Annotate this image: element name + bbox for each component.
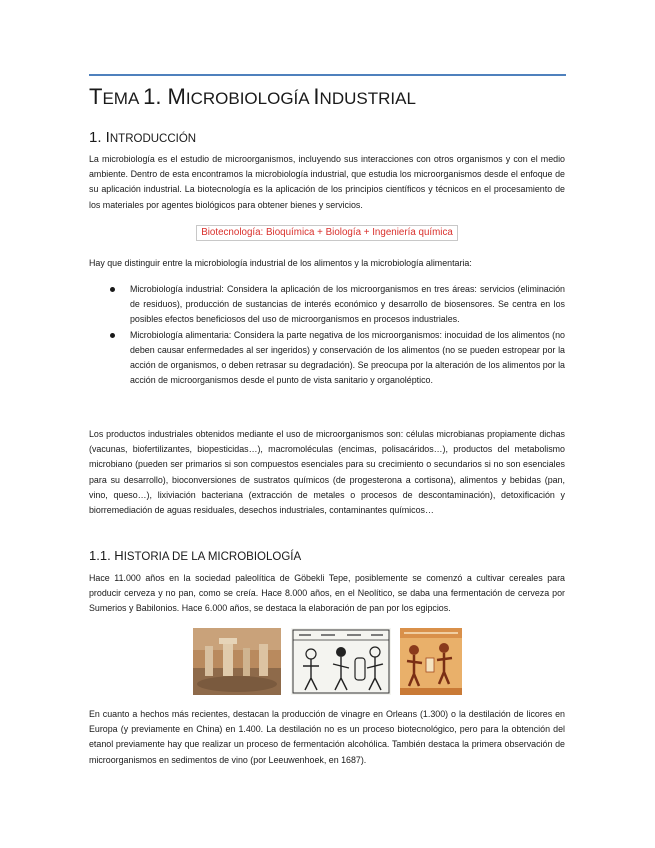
section-heading-introduccion: 1. INTRODUCCIÓN (89, 129, 197, 146)
intro-paragraph: La microbiología es el estudio de microorganismos, incluyendo sus interacciones con otros organismos y con el medio ambiente. Dentro de esta encontramos la microbiología industrial, que estudia los microorganismos desde el enfoque de su aplicación industrial. La biotecnología es la aplicación de los principios científicos y técnicos en el procesamiento de los materiales por agentes biológicos para obtener bienes y servicios. (89, 154, 565, 210)
biotech-formula: Biotecnología: Bioquímica + Biología + Ingeniería química (196, 225, 458, 241)
egyptian-painting (400, 628, 462, 695)
bullet-icon (110, 333, 115, 338)
bullet-text: Microbiología industrial: Considera la aplicación de los microorganismos en tres áreas: servicios (eliminación de residuos), producción de sustancias de interés económico y desarrollo de biosensores. Se centra en los posibles efectos beneficiosos del uso de microorganismos en procesos industriales. (130, 284, 565, 325)
bullet-icon (110, 287, 115, 292)
list-item (110, 282, 565, 328)
products-paragraph: Los productos industriales obtenidos mediante el uso de microorganismos son: células microbianas propiamente dichas (vacunas, biofertilizantes, biopesticidas…), macromoléculas (encimas, polisacáridos…), productos del metabolismo microbiano (pueden ser primarios si son compuestos esenciales para su crecimiento o secundarios si no son esenciales para su desarrollo), bioconversiones de sustratos químicos (de progesterona a cortisona), alimentos y bebidas (pan, vino, queso…), lixiviación bacteriana (extracción de metales o procesos de descontaminación), detoxificación y biorremediación de aguas residuales, desechos industriales, contaminantes químicos… (89, 429, 565, 516)
bullet-list (110, 282, 565, 388)
history-paragraph: Hace 11.000 años en la sociedad paleolítica de Göbekli Tepe, posiblemente se comenzó a cultivar cereales para producir cerveza y no pan, como se creía. Hace 8.000 años, en el Neolítico, se daba una fermentación de cerveza por Sumerios y Babilonios. Hace 6.000 años, se destaca la elaboración de pan por los egipcios. (89, 573, 565, 614)
page-title: TEMA 1. MICROBIOLOGÍA INDUSTRIAL (89, 84, 416, 109)
distinction-paragraph: Hay que distinguir entre la microbiología industrial de los alimentos y la microbiología alimentaria: (89, 258, 472, 268)
title-rule (89, 74, 566, 76)
section-heading-historia: 1.1. HISTORIA DE LA MICROBIOLOGÍA (89, 548, 302, 563)
egyptian-relief-drawing (291, 628, 391, 695)
bullet-text: Microbiología alimentaria: Considera la parte negativa de los microorganismos: inocuidad de los alimentos (no deben causar enfermedades al ser ingeridos) y conservación de los alimentos (no se pueden estropear por la acción de organismos, o deben retrasar su degradación). Se preocupa por la alteración de los alimentos por la acción de microorganismos desde el punto de vista sanitario y organoléptico. (130, 329, 565, 386)
gobekli-tepe-photo (193, 628, 281, 695)
list-item (110, 328, 565, 389)
recent-events-paragraph: En cuanto a hechos más recientes, destacan la producción de vinagre en Orleans (1.300) o la destilación de licores en Europa (y previamente en China) en 1.400. La destilación no es un proceso biotecnológico, pero para la obtención del etanol previamente hay que realizar un proceso de fermentación alcohólica. También destaca la primera observación de microorganismos en sedimentos de vino (por Leeuwenhoek, en 1687). (89, 709, 565, 765)
